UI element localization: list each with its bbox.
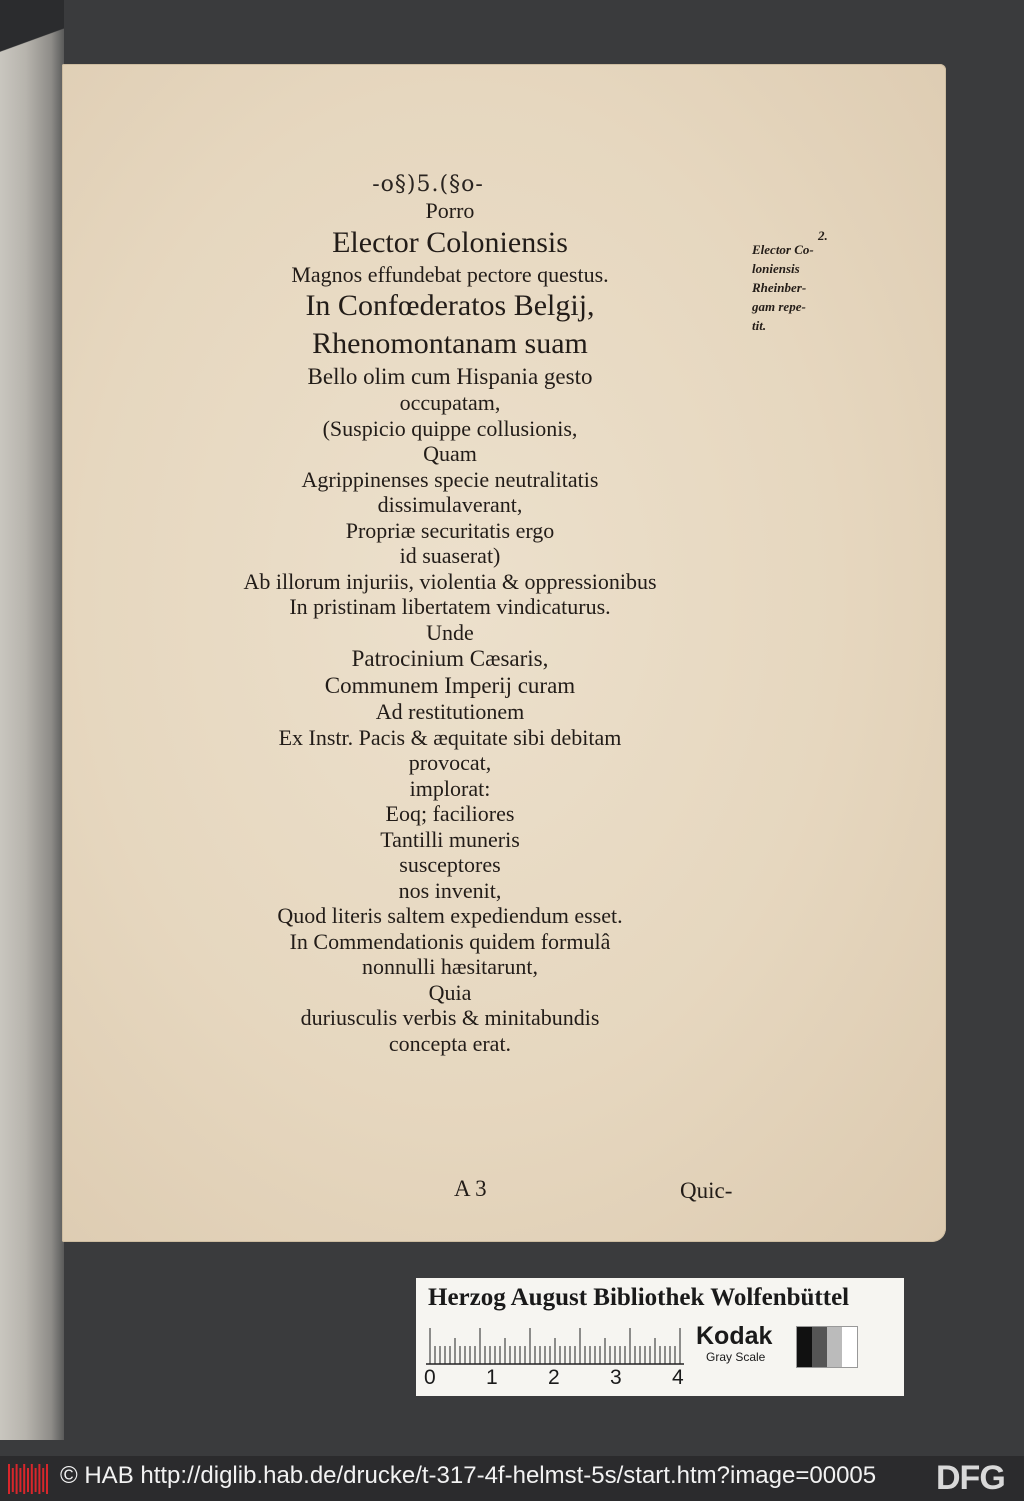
ruler-number: 4 xyxy=(672,1366,684,1389)
text-line: nonnulli hæsitarunt, xyxy=(362,954,538,979)
text-line: Communem Imperij curam xyxy=(324,673,576,698)
gray-scale-caption: Gray Scale xyxy=(706,1350,766,1364)
ruler-numbers xyxy=(424,1366,694,1392)
text-line: Bello olim cum Hispania gesto xyxy=(307,364,593,389)
ruler-number: 3 xyxy=(610,1366,622,1389)
text-line: Rhenomontanam suam xyxy=(312,327,588,360)
barcode-bar xyxy=(16,1464,18,1494)
marginal-note-line: loniensis xyxy=(752,261,800,276)
library-name: Herzog August Bibliothek Wolfenbüttel xyxy=(428,1284,850,1311)
text-line: susceptores xyxy=(399,852,501,877)
text-line: Quod literis saltem expediendum esset. xyxy=(277,903,623,928)
text-line: Propriæ securitatis ergo xyxy=(345,517,555,543)
text-line: implorat: xyxy=(409,775,491,801)
ruler-number: 1 xyxy=(486,1366,498,1389)
text-line: Agrippinenses specie neutralitatis xyxy=(301,466,599,492)
marginal-note xyxy=(752,228,848,335)
gray-swatch xyxy=(797,1327,812,1367)
text-line: In Confœderatos Belgij, xyxy=(305,289,595,322)
text-line: (Suspicio quippe collusionis, xyxy=(322,415,578,441)
marginal-number: 2. xyxy=(818,228,828,243)
text-line: Quia xyxy=(428,979,472,1005)
ruler-scale xyxy=(426,1326,684,1366)
dfg-logo: DFG xyxy=(936,1459,1005,1497)
marginal-note-line: Rheinber- xyxy=(752,280,807,295)
ruler-number: 0 xyxy=(424,1366,436,1389)
book-binding-edge xyxy=(0,0,64,1440)
text-line: In Commendationis quidem formulâ xyxy=(289,928,611,954)
text-line: id suaserat) xyxy=(399,543,501,568)
barcode-icon xyxy=(6,1462,50,1496)
barcode-bar xyxy=(19,1468,21,1492)
binding-shadow xyxy=(0,0,64,70)
text-line: In pristinam libertatem vindicaturus. xyxy=(289,594,611,619)
gray-swatch xyxy=(812,1327,827,1367)
text-line: Unde xyxy=(426,619,474,645)
barcode-bar xyxy=(8,1464,10,1494)
barcode-bar xyxy=(35,1468,37,1492)
text-line: Ab illorum injuriis, violentia & oppressionibus xyxy=(243,568,657,594)
barcode-bar xyxy=(27,1468,29,1492)
text-line: Patrocinium Cæsaris, xyxy=(351,646,549,671)
barcode-bar xyxy=(31,1464,33,1494)
text-line: Elector Coloniensis xyxy=(332,225,568,259)
text-line: Ad restitutionem xyxy=(375,699,525,724)
gray-swatch xyxy=(827,1327,842,1367)
text-line: Eoq; faciliores xyxy=(385,801,515,826)
barcode-bar xyxy=(12,1468,14,1492)
text-line: occupatam, xyxy=(399,390,501,415)
barcode-bar xyxy=(23,1464,25,1494)
marginal-note-line: gam repe- xyxy=(752,299,806,314)
ruler-number: 2 xyxy=(548,1366,560,1389)
copyright-url[interactable]: © HAB http://diglib.hab.de/drucke/t-317-4f-helmst-5s/start.htm?image=00005 xyxy=(60,1462,877,1489)
gray-scale-swatches xyxy=(796,1326,858,1368)
text-line: Quam xyxy=(423,441,477,466)
catchword: Quic- xyxy=(680,1178,733,1203)
marginal-note-line: Elector Co- xyxy=(752,242,814,257)
signature-mark: A 3 xyxy=(454,1176,487,1201)
barcode-bar xyxy=(38,1464,40,1494)
text-line: nos invenit, xyxy=(398,877,502,903)
barcode-bar xyxy=(46,1464,48,1494)
barcode-bar xyxy=(42,1468,44,1492)
text-line: concepta erat. xyxy=(388,1030,512,1056)
gray-swatch xyxy=(842,1327,857,1367)
text-line: duriusculis verbis & minitabundis xyxy=(300,1005,600,1030)
text-line: provocat, xyxy=(408,750,492,775)
library-color-chart-label xyxy=(416,1278,904,1396)
marginal-note-line: tit. xyxy=(752,318,767,333)
text-line: Ex Instr. Pacis & æquitate sibi debitam xyxy=(278,724,622,750)
kodak-brand: Kodak xyxy=(696,1322,773,1350)
text-line: Porro xyxy=(425,198,475,223)
page-number-ornament: -o§)5.(§o- xyxy=(372,172,484,197)
text-line: Magnos effundebat pectore questus. xyxy=(291,261,609,287)
main-text-block xyxy=(150,198,750,1056)
text-line: dissimulaverant, xyxy=(377,492,523,517)
text-line: Tantilli muneris xyxy=(380,826,520,852)
